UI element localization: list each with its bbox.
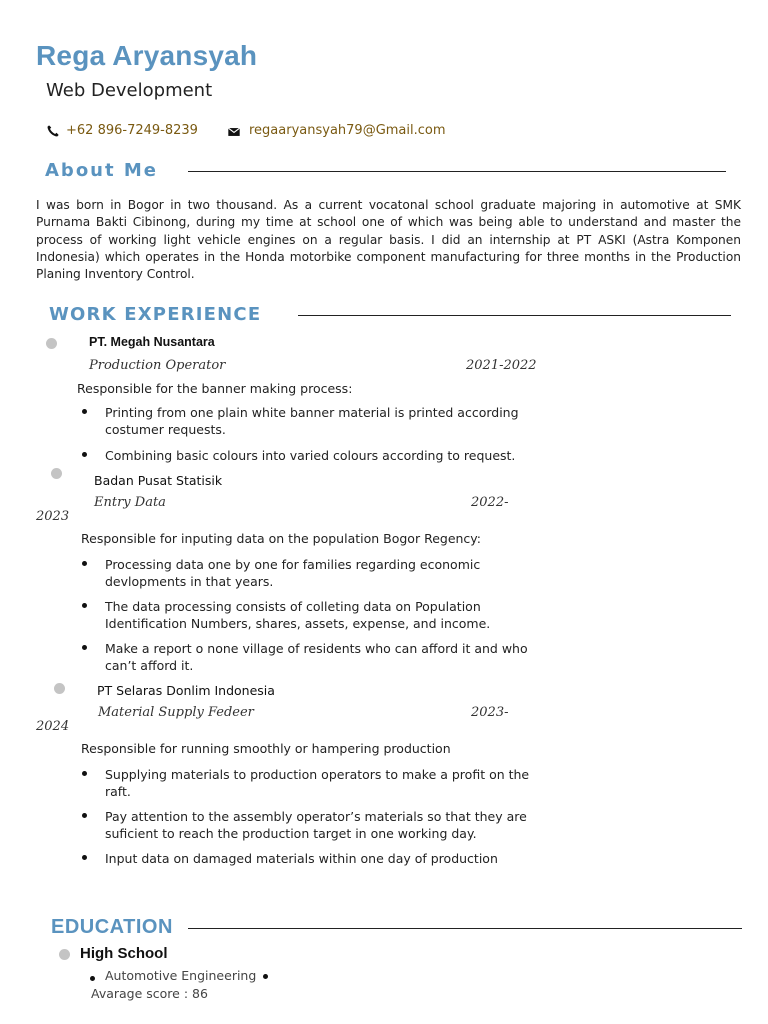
job-bullet: Make a report o none village of residents who can afford it and who can’t afford it. (105, 641, 528, 673)
education-school: High School (80, 945, 168, 962)
about-text: I was born in Bogor in two thousand. As a current vocatonal school graduate majoring in automotive at SMK Purnama Bakti Cibinong, during my time at school one of which was being able to understand and master the process of working light vehicle engines on a regular basis. I did an internship at PT ASKI (Astra Komponen Indonesia) which operates in the Honda motorbike component manufacturing for three months in the Production Planing Inventory Control. (36, 198, 741, 282)
job-period-start: 2022- (471, 495, 509, 510)
candidate-name: Rega Aryansyah (36, 40, 258, 71)
education-major: Automotive Engineering (105, 968, 257, 983)
job-bullet: Processing data one by one for families regarding economic devlopments in that years. (105, 557, 481, 589)
about-section-title: About Me (45, 160, 158, 181)
job-bullet: Supplying materials to production operators to make a profit on the raft. (105, 767, 530, 799)
job-position: Production Operator (89, 358, 226, 373)
job-period-end: 2023 (36, 509, 70, 524)
job-bullet: Pay attention to the assembly operator’s materials so that they are suficient to reach the production target in one working day. (105, 809, 527, 841)
timeline-dot (46, 338, 57, 349)
phone-icon (46, 124, 60, 138)
bullet-dot (263, 974, 268, 979)
bullet-dot (82, 409, 87, 414)
job-responsibility: Responsible for running smoothly or hampering production (81, 741, 451, 756)
job-position: Material Supply Fedeer (98, 705, 254, 720)
timeline-dot (59, 949, 70, 960)
email-address[interactable]: regaaryansyah79@Gmail.com (249, 123, 446, 138)
timeline-dot (54, 683, 65, 694)
bullet-dot (82, 771, 87, 776)
job-company: PT. Megah Nusantara (89, 335, 215, 349)
bullet-dot (90, 976, 95, 981)
bullet-dot (82, 813, 87, 818)
job-bullet: Printing from one plain white banner material is printed according costumer requests. (105, 405, 519, 437)
job-bullet: The data processing consists of colleting data on Population Identification Numbers, shares, assets, expense, and income. (105, 599, 491, 631)
bullet-dot (82, 561, 87, 566)
job-period-end: 2024 (36, 719, 70, 734)
job-position: Entry Data (94, 495, 166, 510)
bullet-dot (82, 603, 87, 608)
job-period-start: 2023- (471, 705, 509, 720)
education-score: Avarage score : 86 (91, 986, 208, 1001)
job-company: PT Selaras Donlim Indonesia (97, 683, 275, 698)
bullet-dot (82, 855, 87, 860)
job-responsibility: Responsible for inputing data on the population Bogor Regency: (81, 531, 482, 546)
work-divider (298, 315, 731, 316)
work-section-title: WORK EXPERIENCE (49, 304, 262, 325)
job-bullet: Input data on damaged materials within one day of production (105, 851, 498, 866)
bullet-dot (82, 452, 87, 457)
job-period: 2021-2022 (466, 358, 537, 373)
about-divider (188, 171, 726, 172)
candidate-role: Web Development (46, 80, 213, 101)
phone-number[interactable]: +62 896-7249-8239 (66, 123, 198, 138)
education-section-title: EDUCATION (51, 916, 173, 938)
job-company: Badan Pusat Statisik (94, 473, 223, 488)
timeline-dot (51, 468, 62, 479)
education-divider (188, 928, 742, 929)
job-bullet: Combining basic colours into varied colours according to request. (105, 448, 516, 463)
job-responsibility: Responsible for the banner making process: (77, 381, 353, 396)
mail-icon (227, 125, 241, 139)
bullet-dot (82, 645, 87, 650)
